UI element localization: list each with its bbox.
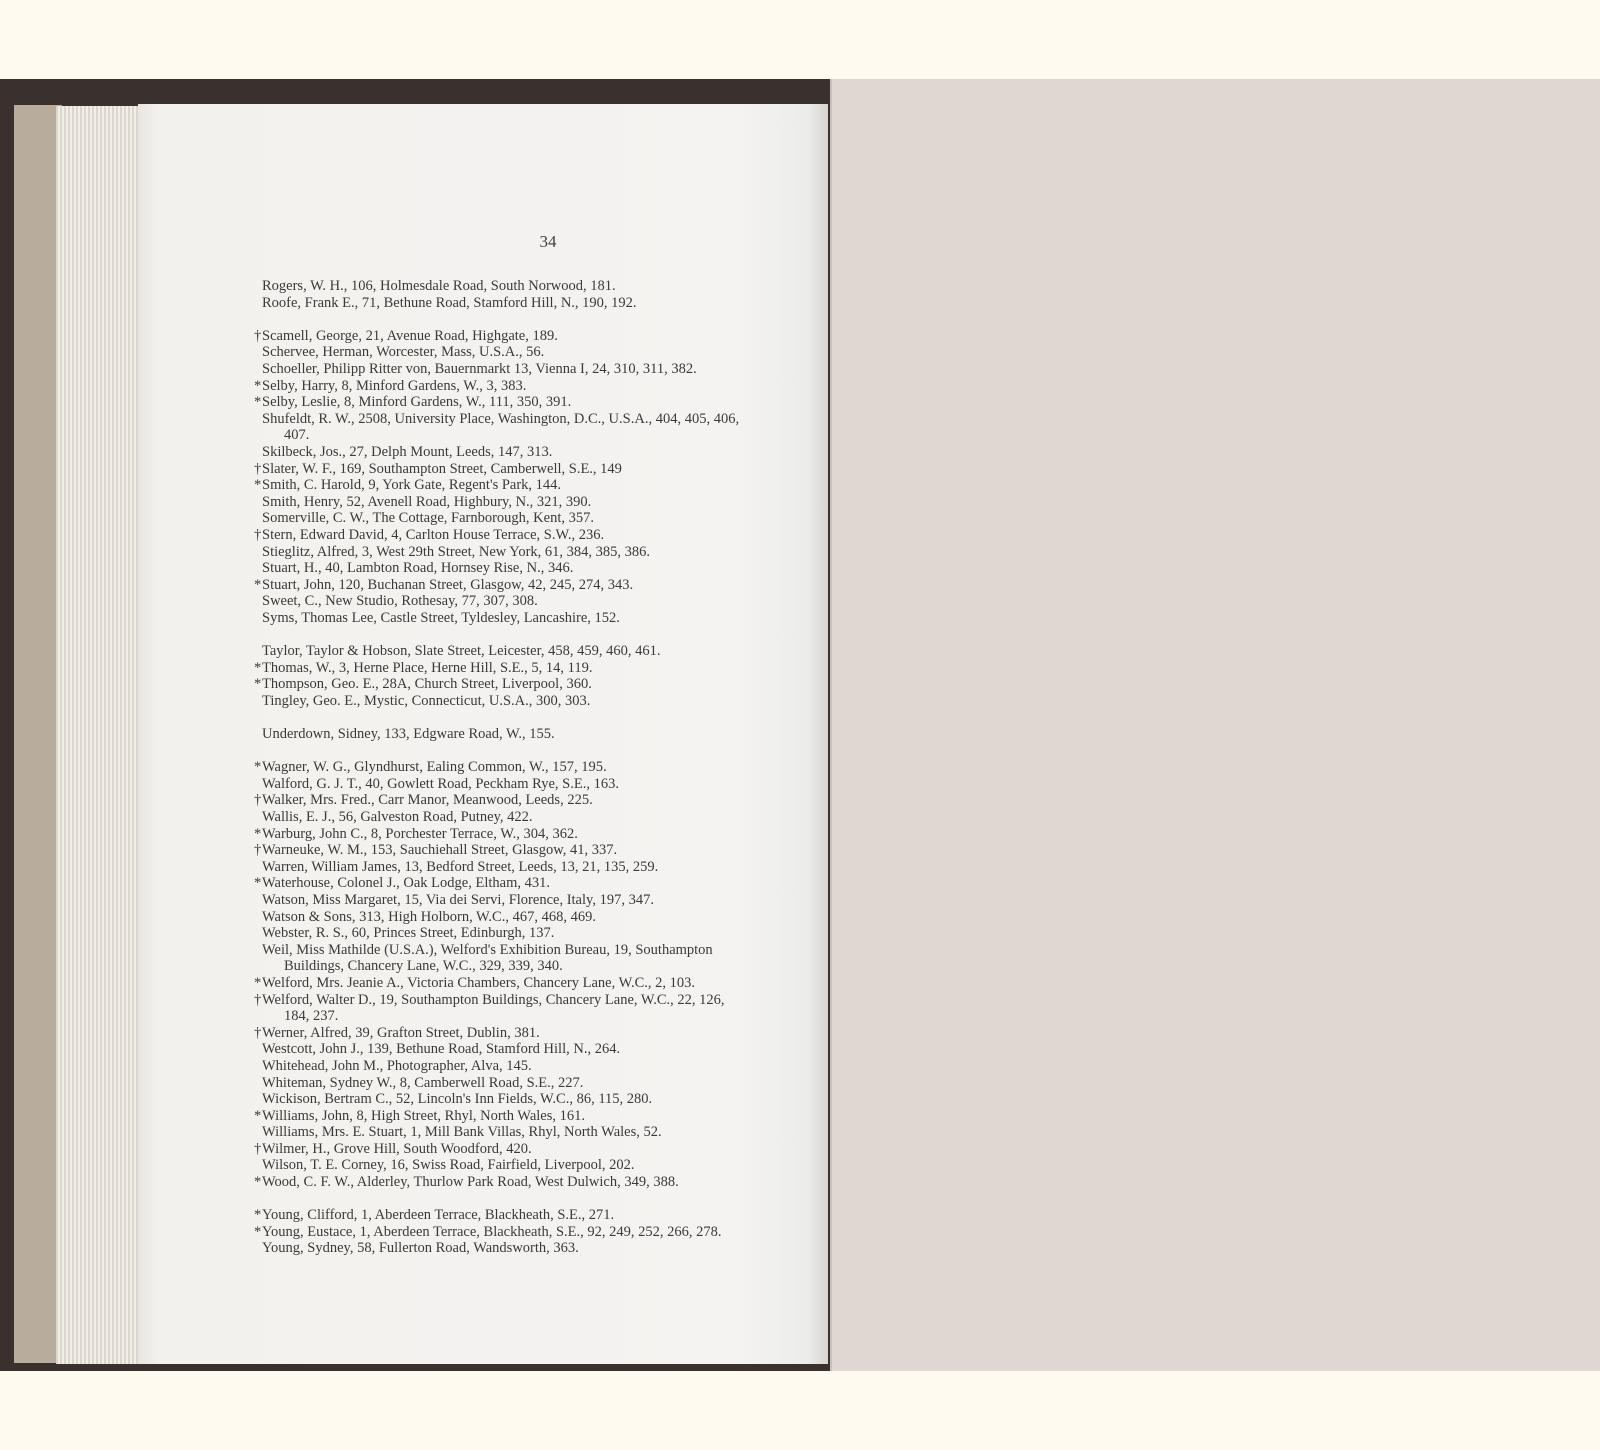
entry-marker: * <box>254 974 262 991</box>
directory-entry <box>262 510 832 527</box>
directory-entry <box>262 411 832 428</box>
entry-text: Selby, Leslie, 8, Minford Gardens, W., 111, 350, 391. <box>262 394 572 411</box>
entry-text: Selby, Harry, 8, Minford Gardens, W., 3, 383. <box>262 377 527 394</box>
entry-continuation: 407. <box>284 427 310 444</box>
directory-entry <box>262 1058 832 1075</box>
directory-entry <box>254 477 832 494</box>
entry-text: Smith, Henry, 52, Avenell Road, Highbury, N., 321, 390. <box>262 493 592 510</box>
entry-text: Stuart, H., 40, Lambton Road, Hornsey Rise, N., 346. <box>262 560 574 577</box>
entry-text: Syms, Thomas Lee, Castle Street, Tyldesley, Lancashire, 152. <box>262 609 620 626</box>
directory-entry <box>254 825 832 843</box>
directory-entry <box>262 278 832 295</box>
directory-entry <box>262 610 832 627</box>
directory-entry <box>254 576 832 594</box>
entry-marker: † <box>254 327 262 344</box>
entry-text: Weil, Miss Mathilde (U.S.A.), Welford's Exhibition Bureau, 19, Southampton <box>262 941 713 958</box>
directory-entry <box>254 460 832 478</box>
entry-marker: * <box>254 1223 262 1240</box>
entry-text: Williams, John, 8, High Street, Rhyl, North Wales, 161. <box>262 1107 586 1124</box>
directory-entry <box>262 1157 832 1174</box>
directory-entry <box>262 344 832 361</box>
page-edges <box>56 106 148 1364</box>
directory-entry <box>254 1140 832 1158</box>
page-number: 34 <box>539 232 557 251</box>
directory-entry <box>262 859 832 876</box>
page-block <box>14 105 62 1363</box>
directory-entry <box>262 1240 832 1257</box>
directory-entry <box>254 875 832 892</box>
entry-text: Warburg, John C., 8, Porchester Terrace, W., 304, 362. <box>262 825 578 842</box>
entry-marker: † <box>254 792 262 809</box>
entry-text: Young, Clifford, 1, Aberdeen Terrace, Blackheath, S.E., 271. <box>262 1207 615 1224</box>
entry-text: Sweet, C., New Studio, Rothesay, 77, 307, 308. <box>262 593 538 610</box>
directory-entry <box>262 295 832 312</box>
entry-text: Warneuke, W. M., 153, Sauchiehall Street, Glasgow, 41, 337. <box>262 842 618 859</box>
entry-marker: * <box>254 1174 262 1191</box>
directory-entry <box>262 776 832 793</box>
entry-text: Wood, C. F. W., Alderley, Thurlow Park Road, West Dulwich, 349, 388. <box>262 1174 679 1191</box>
entry-marker: † <box>254 1140 262 1157</box>
directory-entry <box>262 643 832 660</box>
entry-text: Stieglitz, Alfred, 3, West 29th Street, New York, 61, 384, 385, 386. <box>262 543 651 560</box>
directory-entry <box>262 544 832 561</box>
directory-entry <box>262 444 832 461</box>
entry-text: Wickison, Bertram C., 52, Lincoln's Inn Fields, W.C., 86, 115, 280. <box>262 1091 653 1108</box>
directory-entry <box>262 494 832 511</box>
entry-text: Stern, Edward David, 4, Carlton House Terrace, S.W., 236. <box>262 526 605 543</box>
entry-marker: † <box>254 460 262 477</box>
directory-entry <box>262 1075 832 1092</box>
entry-text: Whiteman, Sydney W., 8, Camberwell Road, S.E., 227. <box>262 1074 584 1091</box>
entry-marker: † <box>254 991 262 1008</box>
directory-entry <box>262 1041 832 1058</box>
entry-text: Skilbeck, Jos., 27, Delph Mount, Leeds, 147, 313. <box>262 443 553 460</box>
directory-entry <box>262 1091 832 1108</box>
directory-entry <box>262 361 832 378</box>
directory-entry <box>262 892 832 909</box>
entry-marker: * <box>254 377 262 394</box>
directory-entry <box>254 327 832 345</box>
entry-text: Welford, Walter D., 19, Southampton Buildings, Chancery Lane, W.C., 22, 126, <box>262 991 725 1008</box>
entry-text: Welford, Mrs. Jeanie A., Victoria Chambers, Chancery Lane, W.C., 2, 103. <box>262 974 696 991</box>
entry-text: Thompson, Geo. E., 28A, Church Street, Liverpool, 360. <box>262 676 592 693</box>
entry-text: Somerville, C. W., The Cottage, Farnborough, Kent, 357. <box>262 510 594 527</box>
section-gap <box>262 709 832 726</box>
entry-text: Rogers, W. H., 106, Holmesdale Road, South Norwood, 181. <box>262 278 616 294</box>
entry-text: Watson, Miss Margaret, 15, Via dei Servi, Florence, Italy, 197, 347. <box>262 891 654 908</box>
directory-entry <box>262 560 832 577</box>
entry-text: Werner, Alfred, 39, Grafton Street, Dublin, 381. <box>262 1024 540 1041</box>
directory-entries <box>254 278 832 1257</box>
directory-entry <box>254 1174 832 1191</box>
entry-marker: * <box>254 676 262 693</box>
entry-text: Taylor, Taylor & Hobson, Slate Street, Leicester, 458, 459, 460, 461. <box>262 643 661 660</box>
entry-text: Shufeldt, R. W., 2508, University Place, Washington, D.C., U.S.A., 404, 405, 406, <box>262 410 740 427</box>
entry-text: Wilson, T. E. Corney, 16, Swiss Road, Fairfield, Liverpool, 202. <box>262 1157 635 1174</box>
entry-text: Young, Eustace, 1, Aberdeen Terrace, Blackheath, S.E., 92, 249, 252, 266, 278. <box>262 1223 722 1240</box>
entry-text: Schervee, Herman, Worcester, Mass, U.S.A., 56. <box>262 344 545 361</box>
entry-text: Walford, G. J. T., 40, Gowlett Road, Peckham Rye, S.E., 163. <box>262 775 619 792</box>
directory-entry <box>262 942 832 959</box>
entry-marker: * <box>254 576 262 593</box>
directory-entry <box>254 676 832 693</box>
directory-entry <box>254 1107 832 1125</box>
directory-entry <box>254 974 832 992</box>
entry-continuation: 184, 237. <box>284 1008 339 1025</box>
entry-text: Waterhouse, Colonel J., Oak Lodge, Eltham, 431. <box>262 875 550 892</box>
entry-text: Scamell, George, 21, Avenue Road, Highgate, 189. <box>262 327 558 344</box>
directory-entry <box>254 659 832 677</box>
entry-text: Slater, W. F., 169, Southampton Street, Camberwell, S.E., 149 <box>262 460 622 477</box>
entry-text: Schoeller, Philipp Ritter von, Bauernmarkt 13, Vienna I, 24, 310, 311, 382. <box>262 360 697 377</box>
directory-entry <box>254 759 832 776</box>
directory-entry <box>262 1124 832 1141</box>
entry-text: Wallis, E. J., 56, Galveston Road, Putney, 422. <box>262 809 533 825</box>
entry-marker: * <box>254 394 262 411</box>
entry-text: Warren, William James, 13, Bedford Street, Leeds, 13, 21, 135, 259. <box>262 858 659 875</box>
entry-continuation: Buildings, Chancery Lane, W.C., 329, 339, 340. <box>284 958 563 975</box>
directory-entry <box>262 925 832 942</box>
section-gap <box>262 743 832 760</box>
entry-text: Webster, R. S., 60, Princes Street, Edinburgh, 137. <box>262 925 555 942</box>
directory-entry <box>254 1207 832 1224</box>
entry-marker: * <box>254 1107 262 1124</box>
entry-text: Williams, Mrs. E. Stuart, 1, Mill Bank Villas, Rhyl, North Wales, 52. <box>262 1124 662 1141</box>
directory-entry <box>262 593 832 610</box>
directory-entry <box>254 377 832 395</box>
entry-text: Wilmer, H., Grove Hill, South Woodford, 420. <box>262 1140 532 1157</box>
entry-text: Wagner, W. G., Glyndhurst, Ealing Common, W., 157, 195. <box>262 759 607 776</box>
entry-text: Young, Sydney, 58, Fullerton Road, Wandsworth, 363. <box>262 1240 579 1257</box>
directory-entry <box>262 909 832 926</box>
entry-marker: † <box>254 526 262 543</box>
entry-marker: * <box>254 759 262 776</box>
entry-text: Roofe, Frank E., 71, Bethune Road, Stamford Hill, N., 190, 192. <box>262 294 637 311</box>
entry-marker: * <box>254 659 262 676</box>
directory-entry <box>262 726 832 743</box>
directory-entry <box>254 1024 832 1042</box>
directory-entry <box>254 526 832 544</box>
entry-text: Stuart, John, 120, Buchanan Street, Glasgow, 42, 245, 274, 343. <box>262 576 634 593</box>
entry-text: Walker, Mrs. Fred., Carr Manor, Meanwood, Leeds, 225. <box>262 792 593 809</box>
section-gap <box>262 626 832 643</box>
directory-entry <box>254 394 832 411</box>
entry-marker: † <box>254 1024 262 1041</box>
entry-text: Underdown, Sidney, 133, Edgware Road, W., 155. <box>262 726 555 743</box>
directory-entry <box>262 809 832 826</box>
entry-marker: * <box>254 477 262 494</box>
entry-marker: * <box>254 1207 262 1224</box>
directory-entry <box>254 1223 832 1241</box>
entry-text: Smith, C. Harold, 9, York Gate, Regent's Park, 144. <box>262 477 562 494</box>
directory-entry <box>262 693 832 710</box>
directory-entry <box>254 792 832 809</box>
directory-entry <box>254 842 832 859</box>
section-gap <box>262 311 832 328</box>
entry-text: Watson & Sons, 313, High Holborn, W.C., 467, 468, 469. <box>262 908 596 925</box>
entry-text: Westcott, John J., 139, Bethune Road, Stamford Hill, N., 264. <box>262 1041 621 1058</box>
section-gap <box>262 1191 832 1208</box>
entry-text: Whitehead, John M., Photographer, Alva, 145. <box>262 1057 532 1074</box>
entry-marker: * <box>254 875 262 892</box>
entry-text: Thomas, W., 3, Herne Place, Herne Hill, S.E., 5, 14, 119. <box>262 659 593 676</box>
entry-text: Tingley, Geo. E., Mystic, Connecticut, U.S.A., 300, 303. <box>262 692 591 709</box>
entry-marker: * <box>254 825 262 842</box>
directory-entry <box>254 991 832 1009</box>
entry-marker: † <box>254 842 262 859</box>
